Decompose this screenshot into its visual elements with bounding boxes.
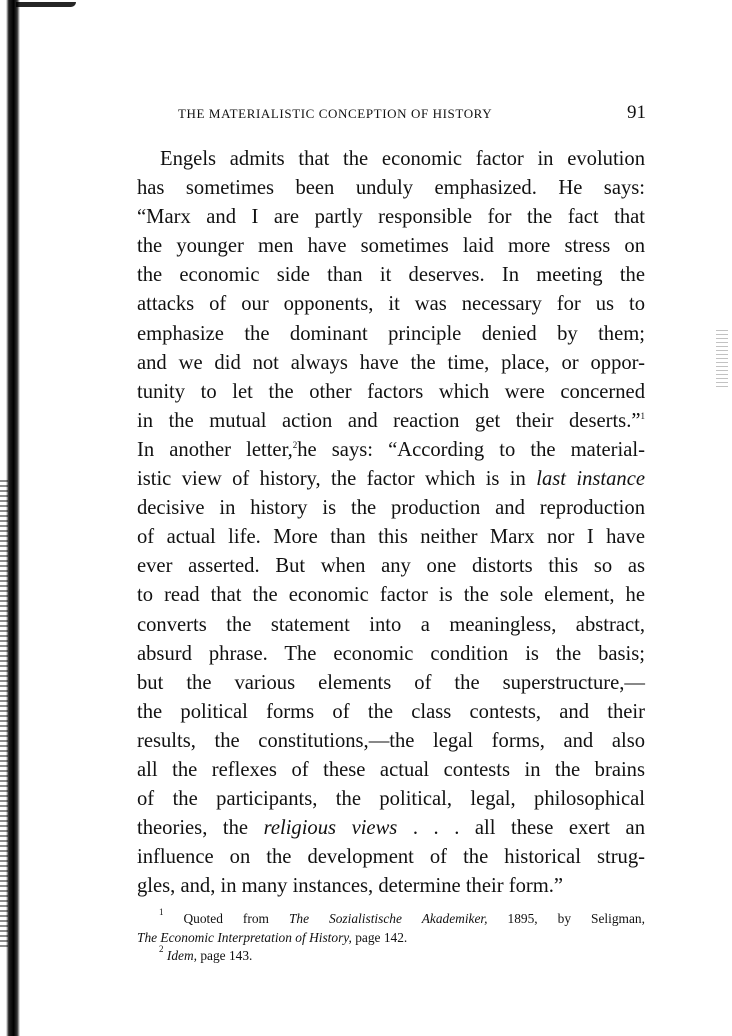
footnote-marker: 1 (159, 907, 164, 917)
text-segment: theories, the (137, 817, 264, 840)
text-segment: . . . all these exert an (397, 817, 645, 840)
text-segment: he says: “According to the material- (297, 438, 645, 461)
text-line: the political forms of the class contests, and their (137, 700, 645, 723)
footnote-2 (137, 944, 645, 966)
text-line: the economic side than it deserves. In meeting the (137, 264, 645, 287)
text-line: ever asserted. But when any one distorts this so as (137, 555, 645, 578)
italic-phrase: last instance (536, 468, 645, 491)
text-line (137, 465, 645, 494)
footnote-title: Idem, (166, 948, 197, 963)
text-line: “Marx and I are partly responsible for the fact that (137, 206, 645, 229)
text-line: tunity to let the other factors which were concerned (137, 380, 645, 403)
footnote-1-cont (137, 929, 645, 948)
text-line (137, 814, 645, 843)
footnotes (137, 907, 645, 966)
text-line: converts the statement into a meaningless, abstract, (137, 613, 645, 636)
text-line: decisive in history is the production and reproduction (137, 497, 645, 520)
scan-noise-right (716, 330, 728, 390)
text-line: but the various elements of the superstructure,— (137, 671, 645, 694)
text-line: all the reflexes of these actual contests in the brains (137, 758, 645, 781)
footnote-marker: 2 (159, 944, 164, 954)
text-line: influence on the development of the historical strug- (137, 846, 645, 869)
text-line (137, 436, 645, 465)
text-line: attacks of our opponents, it was necessary for us to (137, 293, 645, 316)
text-segment: istic view of history, the factor which is in (137, 468, 537, 491)
binding-edge (6, 0, 20, 1036)
body-paragraph (137, 145, 645, 901)
text-line: gles, and, in many instances, determine their form.” (137, 875, 564, 898)
text-line: emphasize the dominant principle denied by them; (137, 322, 645, 345)
text-line: of the participants, the political, legal, philosophical (137, 788, 645, 811)
text-line: absurd phrase. The economic condition is the basis; (137, 642, 645, 665)
page-number: 91 (627, 102, 646, 123)
italic-phrase: religious views (263, 817, 398, 840)
text-line (137, 407, 645, 436)
footnote-ref-2: 2 (292, 439, 298, 450)
footnote-title: The Economic Interpretation of History, (137, 929, 352, 945)
text-segment: In another letter, (137, 438, 293, 461)
running-title: THE MATERIALISTIC CONCEPTION OF HISTORY (178, 106, 493, 121)
footnote-title: The Sozialistische Akademiker, (288, 911, 488, 926)
footnote-1 (137, 907, 645, 929)
text-line: has sometimes been unduly emphasized. He says: (137, 177, 645, 200)
footnote-text: page 143. (196, 948, 253, 963)
footnote-text: Quoted from (183, 911, 289, 926)
text-segment: in the mutual action and reaction get their deserts.” (137, 409, 641, 432)
text-line: the younger men have sometimes laid more stress on (137, 235, 645, 258)
footnote-text: 1895, by Seligman, (487, 911, 645, 926)
text-line: and we did not always have the time, place, or oppor- (137, 351, 645, 374)
text-line: to read that the economic factor is the sole element, he (137, 584, 645, 607)
running-head (178, 102, 646, 128)
scan-smudge (16, 2, 76, 7)
footnote-text: page 142. (351, 929, 408, 945)
text-line: Engels admits that the economic factor in evolution (160, 148, 645, 170)
scan-noise (0, 480, 8, 950)
text-line: results, the constitutions,—the legal forms, and also (137, 729, 645, 752)
text-line: of actual life. More than this neither Marx nor I have (137, 526, 645, 549)
footnote-ref-1: 1 (640, 410, 645, 421)
